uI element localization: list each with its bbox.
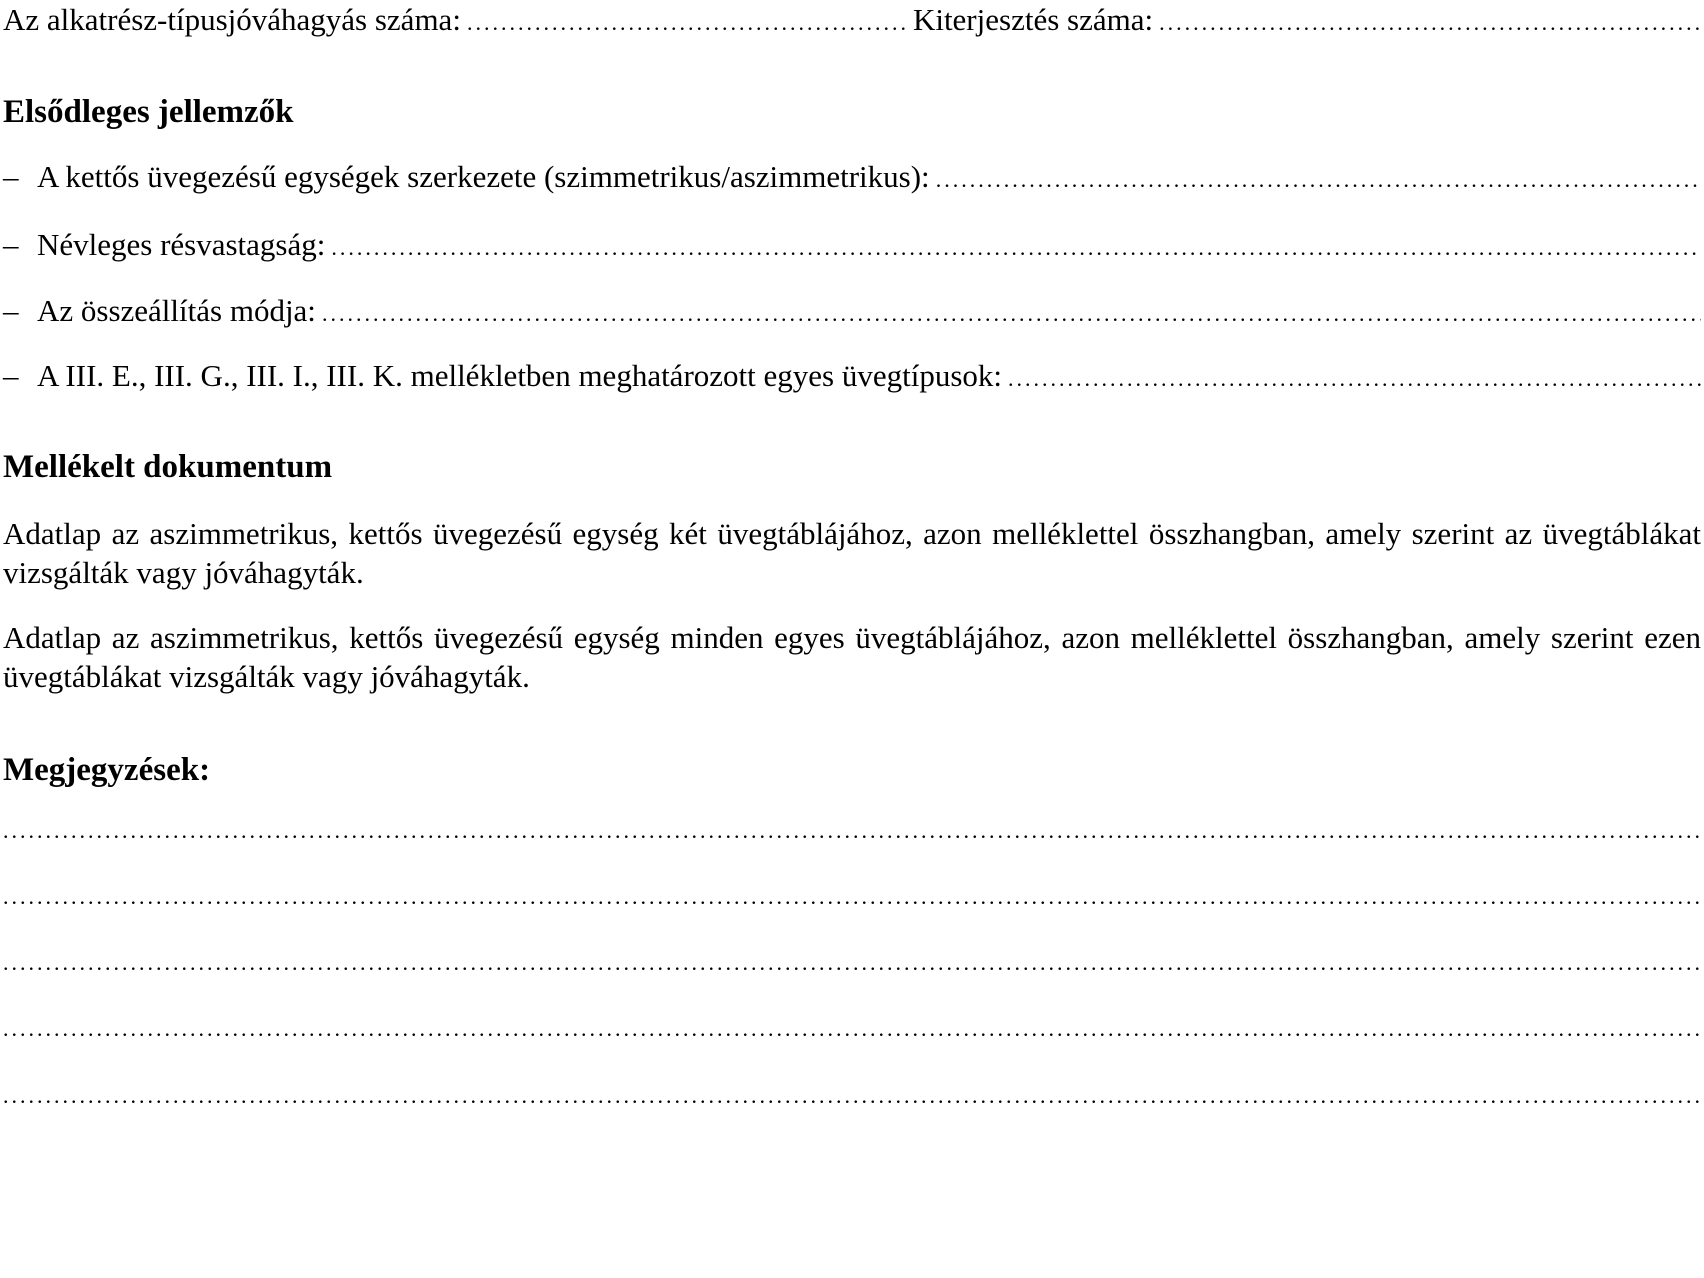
remarks-line[interactable] xyxy=(3,818,1701,844)
remarks-heading: Megjegyzések: xyxy=(3,752,211,788)
primary-characteristics-heading: Elsődleges jellemzők xyxy=(3,94,294,130)
item-field[interactable] xyxy=(936,162,1701,198)
item-label: Az összeállítás módja: xyxy=(37,293,316,328)
item-label: Névleges résvastagság: xyxy=(37,227,326,262)
attached-paragraph: Adatlap az aszimmetrikus, kettős üvegezésű egység minden egyes üvegtáblájához, azon melléklettel összhangban, amely szerint ezen üvegtáblákat vizsgálták vagy jóváhagyták. xyxy=(3,620,1701,694)
attached-paragraph: Adatlap az aszimmetrikus, kettős üvegezésű egység két üvegtáblájához, azon melléklettel összhangban, amely szerint az üvegtáblákat vizsgálták vagy jóváhagyták. xyxy=(3,516,1701,590)
extension-number-label: Kiterjesztés száma: xyxy=(912,2,1154,37)
remarks-line[interactable] xyxy=(3,950,1701,976)
item-field[interactable] xyxy=(331,230,1701,266)
list-item xyxy=(3,293,1701,332)
item-label: A III. E., III. G., III. I., III. K. mellékletben meghatározott egyes üvegtípusok: xyxy=(37,358,1002,393)
item-field[interactable] xyxy=(1008,361,1701,397)
remarks-line[interactable] xyxy=(3,884,1701,910)
extension-number-field[interactable] xyxy=(1159,5,1701,41)
remarks-line[interactable] xyxy=(3,1016,1701,1042)
dash-bullet: – xyxy=(3,358,19,393)
item-field[interactable] xyxy=(322,296,1701,332)
list-item xyxy=(3,227,1701,266)
dash-bullet: – xyxy=(3,293,19,328)
approval-number-label: Az alkatrész-típusjóváhagyás száma: xyxy=(3,2,461,37)
item-label: A kettős üvegezésű egységek szerkezete (szimmetrikus/aszimmetrikus): xyxy=(37,159,930,194)
dash-bullet: – xyxy=(3,227,19,262)
list-item xyxy=(3,159,1701,198)
approval-number-row xyxy=(3,2,1701,41)
remarks-line[interactable] xyxy=(3,1083,1701,1109)
attached-document-heading: Mellékelt dokumentum xyxy=(3,449,333,485)
list-item xyxy=(3,358,1701,397)
dash-bullet: – xyxy=(3,159,19,194)
approval-number-field[interactable] xyxy=(467,5,907,41)
